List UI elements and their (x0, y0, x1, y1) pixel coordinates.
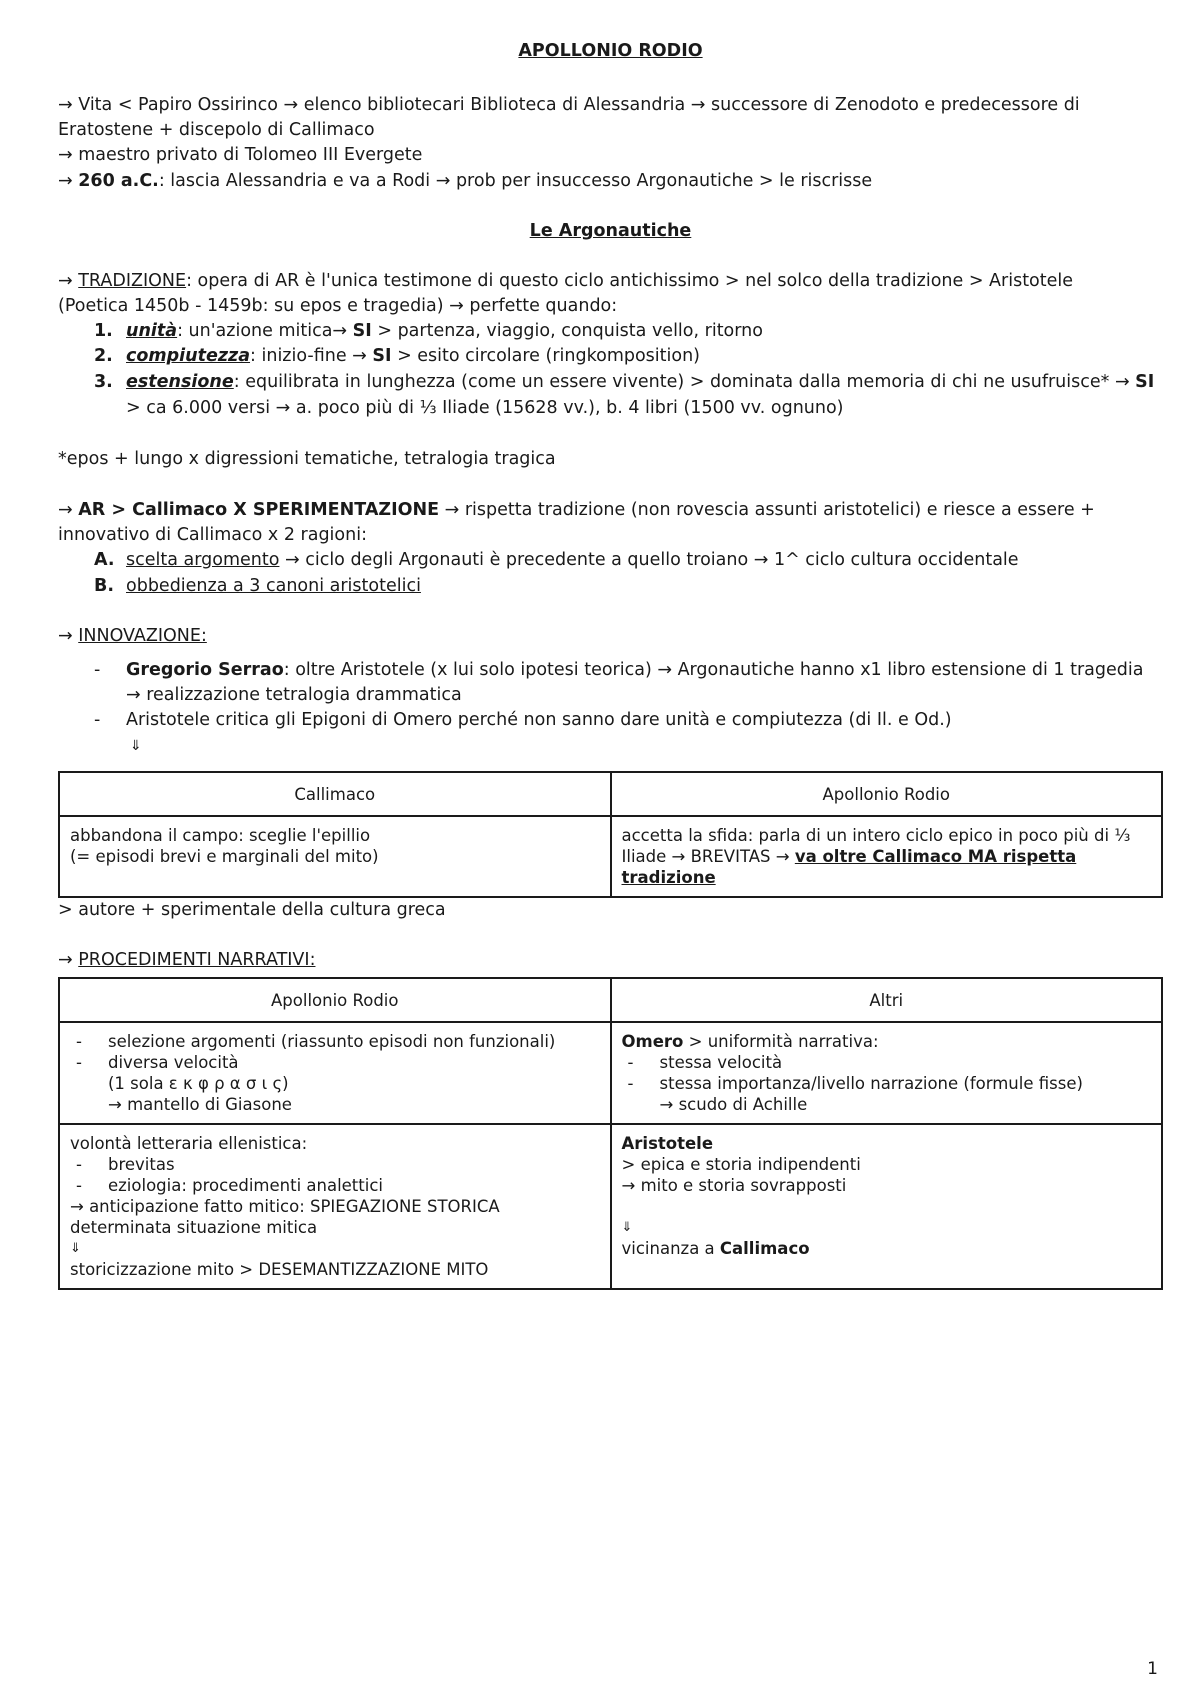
comparison-table-1 (58, 771, 1163, 898)
table-header: Altri (611, 978, 1163, 1022)
table1-note: > autore + sperimentale della cultura greca (58, 900, 446, 920)
table-cell: volontà letteraria ellenistica: - brevitas - eziologia: procedimenti analettici → anticipazione fatto mitico: SPIEGAZIONE STORICA determinata situazione mitica ⇓ storicizzazione mito > DESEMANTIZZAZIONE MITO (59, 1124, 611, 1289)
tradizione-line-1: → TRADIZIONE: opera di AR è l'unica testimone di questo ciclo antichissimo > nel solco della tradizione > Aristotele (58, 271, 1074, 291)
table-cell: Omero > uniformità narrativa: - stessa velocità - stessa importanza/livello narrazione (formule fisse) → scudo di Achille (611, 1022, 1163, 1124)
tradizione-line-2: (Poetica 1450b - 1459b: su epos e tragedia) → perfette quando: (58, 296, 618, 316)
sperimentazione-line-1: → AR > Callimaco X SPERIMENTAZIONE → rispetta tradizione (non rovescia assunti aristotelici) e riesce a essere + (58, 500, 1095, 520)
footnote: *epos + lungo x digressioni tematiche, tetralogia tragica (58, 449, 556, 469)
list-item-continuation: → realizzazione tetralogia drammatica (126, 685, 462, 705)
sperimentazione-line-2: innovativo di Callimaco x 2 ragioni: (58, 525, 367, 545)
page-number: 1 (1147, 1659, 1158, 1679)
table-header: Apollonio Rodio (59, 978, 611, 1022)
vita-line-3: → maestro privato di Tolomeo III Evergete (58, 145, 423, 165)
down-arrow-icon: ⇓ (130, 738, 142, 754)
table-cell: accetta la sfida: parla di un intero ciclo epico in poco più di ⅓ Iliade → BREVITAS → va oltre Callimaco MA rispetta tradizione (611, 816, 1163, 897)
document-title: APOLLONIO RODIO (518, 41, 703, 61)
procedimenti-heading: → PROCEDIMENTI NARRATIVI: (58, 950, 316, 970)
vita-line-4: → 260 a.C.: lascia Alessandria e va a Rodi → prob per insuccesso Argonautiche > le riscrisse (58, 171, 873, 191)
table-cell: Aristotele > epica e storia indipendenti → mito e storia sovrapposti ⇓ vicinanza a Callimaco (611, 1124, 1163, 1289)
down-arrow-icon: ⇓ (621, 1220, 633, 1235)
section-subtitle: Le Argonautiche (529, 221, 692, 241)
comparison-table-2 (58, 977, 1163, 1290)
down-arrow-icon: ⇓ (70, 1241, 81, 1256)
table-header: Callimaco (59, 772, 611, 816)
innovazione-heading: → INNOVAZIONE: (58, 626, 207, 646)
table-cell: - selezione argomenti (riassunto episodi non funzionali) - diversa velocità (1 sola ε κ φ ρ α σ ι ς) → mantello di Giasone (59, 1022, 611, 1124)
table-header: Apollonio Rodio (611, 772, 1163, 816)
vita-line-1: → Vita < Papiro Ossirinco → elenco bibliotecari Biblioteca di Alessandria → successore di Zenodoto e predecessore di (58, 95, 1080, 115)
list-item-continuation: > ca 6.000 versi → a. poco più di ⅓ Iliade (15628 vv.), b. 4 libri (1500 vv. ognuno) (126, 398, 844, 418)
table-cell: abbandona il campo: sceglie l'epillio (= episodi brevi e marginali del mito) (59, 816, 611, 897)
vita-line-2: Eratostene + discepolo di Callimaco (58, 120, 375, 140)
